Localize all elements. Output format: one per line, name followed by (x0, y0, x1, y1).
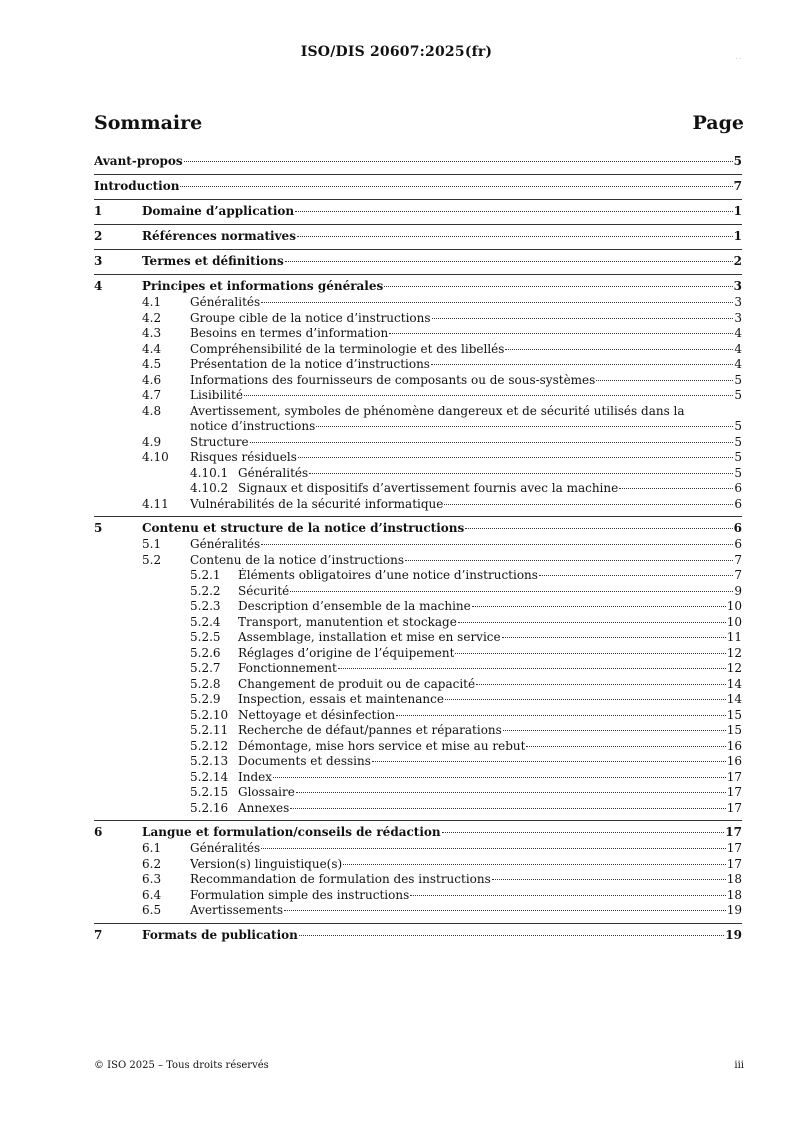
toc-group-section-7 (94, 923, 742, 948)
toc-leader-dots (290, 591, 733, 592)
toc-entry-5-2-5[interactable] (94, 630, 742, 646)
page-number: iii (734, 1060, 744, 1071)
table-of-contents (94, 150, 742, 948)
toc-entry-title: Langue et formulation/conseils de rédaction (142, 825, 441, 839)
toc-entry-5-1[interactable] (94, 537, 742, 553)
toc-leader-dots (338, 668, 726, 669)
toc-entry-6-4[interactable] (94, 888, 742, 904)
toc-leader-dots (476, 684, 726, 685)
toc-entry-title: Fonctionnement (238, 661, 337, 675)
toc-entry-4-4[interactable] (94, 342, 742, 358)
toc-entry-page: 17 (726, 841, 742, 855)
toc-entry-page: 16 (726, 738, 742, 753)
toc-entry-4-8-continued[interactable] (94, 419, 742, 435)
toc-entry-page: 3 (734, 295, 742, 309)
toc-entry-page: 15 (726, 707, 742, 722)
toc-entry-number: 4.10 (142, 450, 169, 464)
toc-entry-number: 4.7 (142, 388, 162, 402)
toc-group-introduction (94, 174, 742, 199)
toc-entry-title: Démontage, mise hors service et mise au rebut (238, 738, 526, 753)
toc-entry-number: 4.9 (142, 434, 162, 449)
toc-entry-page: 5 (734, 388, 742, 402)
toc-entry-4-3[interactable] (94, 326, 742, 342)
toc-entry-number: 5.2.7 (190, 661, 221, 675)
toc-group-avant-propos (94, 150, 742, 174)
toc-entry-number: 4.6 (142, 372, 162, 387)
toc-entry-number: 5.2.3 (190, 599, 221, 613)
toc-leader-dots (389, 333, 733, 334)
toc-entry-title: Besoins en termes d’information (190, 326, 389, 340)
toc-entry-5-2-1[interactable] (94, 568, 742, 584)
toc-entry-number: 7 (94, 927, 103, 942)
toc-entry-title: Termes et définitions (142, 254, 284, 268)
toc-leader-dots (297, 236, 733, 237)
toc-leader-dots (444, 504, 733, 505)
toc-page-label: Page (692, 112, 744, 134)
toc-entry-page: 3 (734, 310, 742, 325)
toc-entry-page: 10 (726, 614, 742, 629)
toc-leader-dots (619, 488, 733, 489)
toc-entry-page: 1 (733, 229, 742, 243)
toc-entry-page: 5 (734, 465, 742, 480)
toc-leader-dots (445, 699, 726, 700)
toc-leader-dots (492, 879, 726, 880)
toc-entry-title: Avertissement, symboles de phénomène dangereux et de sécurité utilisés dans la (190, 403, 685, 418)
toc-entry-page: 18 (726, 887, 742, 902)
toc-entry-section-4[interactable] (94, 278, 742, 295)
toc-entry-number: 4.2 (142, 310, 162, 325)
toc-leader-dots (505, 349, 733, 350)
toc-entry-5-2-13[interactable] (94, 754, 742, 770)
toc-leader-dots (472, 606, 726, 607)
toc-entry-number: 1 (94, 204, 103, 218)
toc-entry-page: 16 (726, 754, 742, 768)
toc-entry-title: Contenu de la notice d’instructions (190, 552, 404, 567)
copyright-notice: © ISO 2025 – Tous droits réservés (94, 1060, 269, 1071)
toc-group-section-2 (94, 224, 742, 249)
toc-entry-title: Informations des fournisseurs de composants ou de sous-systèmes (190, 372, 596, 387)
toc-leader-dots (410, 895, 725, 896)
toc-entry-title: Vulnérabilités de la sécurité informatique (190, 496, 444, 511)
toc-entry-number: 3 (94, 254, 103, 268)
toc-leader-dots (455, 653, 725, 654)
toc-title: Sommaire (94, 112, 203, 134)
toc-entry-5-2-3[interactable] (94, 599, 742, 615)
toc-entry-5-2-11[interactable] (94, 723, 742, 739)
toc-entry-number: 5.2.1 (190, 568, 221, 582)
toc-entry-page: 2 (733, 254, 742, 268)
toc-entry-5-2-6[interactable] (94, 646, 742, 662)
toc-entry-page: 19 (725, 927, 742, 942)
toc-entry-number: 6.4 (142, 887, 162, 902)
toc-entry-number: 5.2.9 (190, 692, 221, 706)
toc-leader-dots (502, 637, 726, 638)
toc-entry-page: 4 (734, 326, 742, 340)
toc-entry-5-2-10[interactable] (94, 708, 742, 724)
toc-entry-4-2[interactable] (94, 311, 742, 327)
toc-group-section-3 (94, 249, 742, 274)
toc-entry-page: 4 (734, 357, 742, 371)
toc-entry-number: 5.2.8 (190, 676, 221, 691)
toc-entry-5-2-9[interactable] (94, 692, 742, 708)
toc-entry-page: 17 (726, 769, 742, 784)
toc-entry-page: 12 (726, 661, 742, 675)
toc-entry-5-2-7[interactable] (94, 661, 742, 677)
toc-entry-page: 11 (726, 630, 742, 644)
toc-entry-5-2-16[interactable] (94, 801, 742, 817)
toc-entry-title: Glossaire (238, 785, 295, 799)
toc-entry-page: 17 (725, 825, 742, 839)
toc-entry-page: 5 (734, 434, 742, 449)
toc-entry-number: 5.2.11 (190, 723, 229, 737)
toc-entry-5-2-12[interactable] (94, 739, 742, 755)
toc-entry-page: 6 (733, 521, 742, 535)
toc-group-section-5 (94, 516, 742, 820)
toc-entry-page: 3 (733, 279, 742, 293)
toc-entry-page: 10 (726, 599, 742, 613)
toc-entry-title: Documents et dessins (238, 754, 371, 768)
toc-entry-number: 4.5 (142, 357, 162, 371)
toc-entry-title: Introduction (94, 179, 180, 193)
toc-entry-introduction[interactable] (94, 178, 742, 195)
toc-leader-dots (442, 832, 725, 833)
toc-entry-number: 4 (94, 279, 103, 293)
toc-entry-page: 5 (734, 372, 742, 387)
toc-group-section-4 (94, 274, 742, 516)
toc-entry-number: 6.5 (142, 903, 162, 917)
toc-leader-dots (309, 473, 733, 474)
toc-leader-dots (284, 910, 726, 911)
toc-entry-title: Changement de produit ou de capacité (238, 676, 476, 691)
toc-entry-5-2-15[interactable] (94, 785, 742, 801)
toc-entry-4-10-2[interactable] (94, 481, 742, 497)
toc-leader-dots (596, 380, 733, 381)
toc-entry-number: 5.2.14 (190, 769, 229, 784)
toc-entry-number: 4.8 (142, 403, 162, 418)
toc-entry-section-6[interactable] (94, 824, 742, 841)
toc-entry-number: 5.1 (142, 537, 162, 551)
toc-entry-title-continued: notice d’instructions (190, 419, 316, 433)
toc-entry-number: 4.11 (142, 496, 169, 511)
toc-entry-page: 5 (734, 419, 742, 433)
toc-entry-6-1[interactable] (94, 841, 742, 857)
toc-entry-number: 5.2.5 (190, 630, 221, 644)
page-footer (94, 1060, 744, 1071)
toc-leader-dots (184, 161, 733, 162)
toc-entry-page: 12 (726, 645, 742, 660)
toc-entry-avant-propos[interactable] (94, 153, 742, 170)
toc-leader-dots (285, 261, 733, 262)
toc-entry-number: 4.3 (142, 326, 162, 340)
toc-entry-title: Risques résiduels (190, 450, 297, 464)
toc-entry-title: Inspection, essais et maintenance (238, 692, 444, 706)
toc-entry-section-1[interactable] (94, 203, 742, 220)
toc-leader-dots (405, 560, 733, 561)
toc-entry-title: Généralités (190, 295, 261, 309)
toc-leader-dots (298, 457, 734, 458)
toc-entry-section-3[interactable] (94, 253, 742, 270)
toc-entry-title: Domaine d’application (142, 204, 295, 218)
toc-entry-title: Avertissements (190, 903, 284, 917)
toc-entry-4-11[interactable] (94, 497, 742, 513)
toc-entry-4-7[interactable] (94, 388, 742, 404)
toc-leader-dots (458, 622, 726, 623)
toc-leader-dots (244, 395, 733, 396)
toc-entry-title: Généralités (190, 537, 261, 551)
corner-mark: · · (735, 56, 741, 63)
toc-entry-6-3[interactable] (94, 872, 742, 888)
toc-entry-number: 5.2.10 (190, 707, 229, 722)
toc-entry-page: 17 (726, 856, 742, 871)
toc-heading (94, 112, 744, 134)
toc-entry-page: 7 (734, 568, 742, 582)
toc-entry-6-2[interactable] (94, 857, 742, 873)
toc-entry-title: Recommandation de formulation des instructions (190, 872, 491, 886)
toc-leader-dots (343, 864, 726, 865)
toc-entry-title: Transport, manutention et stockage (238, 614, 457, 629)
toc-entry-page: 17 (726, 800, 742, 815)
toc-entry-title: Généralités (238, 465, 309, 480)
toc-entry-5-2-14[interactable] (94, 770, 742, 786)
toc-entry-title: Avant-propos (94, 154, 183, 168)
toc-entry-title: Index (238, 769, 273, 784)
toc-leader-dots (465, 528, 732, 529)
toc-leader-dots (261, 544, 733, 545)
toc-entry-title: Description d’ensemble de la machine (238, 599, 471, 613)
toc-entry-title: Signaux et dispositifs d’avertissement fournis avec la machine (238, 481, 619, 495)
toc-entry-page: 7 (733, 179, 742, 193)
toc-entry-4-9[interactable] (94, 435, 742, 451)
toc-leader-dots (296, 792, 726, 793)
toc-entry-5-2-2[interactable] (94, 584, 742, 600)
toc-entry-title: Compréhensibilité de la terminologie et des libellés (190, 341, 505, 356)
toc-entry-number: 6.1 (142, 841, 162, 855)
toc-entry-page: 1 (733, 204, 742, 218)
toc-entry-title: Références normatives (142, 229, 296, 243)
toc-entry-5-2-8[interactable] (94, 677, 742, 693)
toc-entry-title: Réglages d’origine de l’équipement (238, 645, 455, 660)
toc-entry-title: Nettoyage et désinfection (238, 707, 396, 722)
toc-entry-page: 5 (733, 154, 742, 168)
toc-entry-page: 6 (734, 537, 742, 551)
toc-entry-title: Groupe cible de la notice d’instructions (190, 310, 431, 325)
toc-leader-dots (295, 211, 733, 212)
toc-entry-page: 17 (726, 785, 742, 799)
toc-group-section-6 (94, 820, 742, 923)
toc-entry-number: 6.2 (142, 856, 162, 871)
toc-entry-title: Présentation de la notice d’instructions (190, 357, 430, 371)
toc-leader-dots (432, 318, 734, 319)
toc-entry-number: 5.2.15 (190, 785, 229, 799)
toc-group-section-1 (94, 199, 742, 224)
toc-entry-page: 18 (726, 872, 742, 886)
toc-leader-dots (431, 364, 733, 365)
toc-leader-dots (290, 808, 725, 809)
toc-entry-page: 14 (726, 692, 742, 706)
toc-leader-dots (316, 426, 733, 427)
toc-leader-dots (261, 848, 726, 849)
toc-leader-dots (503, 730, 726, 731)
toc-entry-number: 5.2.6 (190, 645, 221, 660)
document-header: ISO/DIS 20607:2025(fr) (300, 44, 493, 60)
toc-leader-dots (180, 186, 732, 187)
toc-entry-page: 6 (734, 481, 742, 495)
toc-entry-number: 6.3 (142, 872, 162, 886)
toc-leader-dots (261, 302, 733, 303)
toc-entry-number: 4.1 (142, 295, 162, 309)
toc-entry-page: 4 (734, 341, 742, 356)
toc-entry-title: Principes et informations générales (142, 279, 384, 293)
toc-entry-title: Sécurité (238, 583, 290, 598)
toc-entry-number: 6 (94, 825, 103, 839)
toc-leader-dots (526, 746, 725, 747)
toc-entry-page: 15 (726, 723, 742, 737)
toc-entry-4-10[interactable] (94, 450, 742, 466)
toc-leader-dots (384, 286, 732, 287)
toc-entry-title: Version(s) linguistique(s) (190, 856, 343, 871)
toc-entry-5-2-4[interactable] (94, 615, 742, 631)
toc-leader-dots (299, 935, 724, 936)
toc-entry-title: Structure (190, 434, 249, 449)
toc-entry-page: 19 (726, 903, 742, 917)
toc-leader-dots (396, 715, 726, 716)
toc-entry-section-5[interactable] (94, 520, 742, 537)
toc-entry-title: Formulation simple des instructions (190, 887, 410, 902)
toc-entry-number: 5.2.13 (190, 754, 229, 768)
toc-entry-number: 5.2.12 (190, 738, 229, 753)
toc-entry-number: 5.2.2 (190, 583, 221, 598)
toc-leader-dots (539, 575, 733, 576)
toc-entry-title: Généralités (190, 841, 261, 855)
toc-entry-4-8[interactable] (94, 404, 742, 420)
toc-entry-title: Annexes (238, 800, 290, 815)
toc-leader-dots (273, 777, 726, 778)
toc-entry-6-5[interactable] (94, 903, 742, 919)
toc-entry-4-1[interactable] (94, 295, 742, 311)
toc-entry-section-7[interactable] (94, 927, 742, 944)
toc-entry-number: 4.10.2 (190, 481, 229, 495)
toc-leader-dots (250, 442, 734, 443)
toc-entry-page: 9 (734, 583, 742, 598)
toc-entry-title: Éléments obligatoires d’une notice d’instructions (238, 568, 538, 582)
toc-entry-number: 5 (94, 521, 103, 535)
toc-entry-4-6[interactable] (94, 373, 742, 389)
toc-entry-title: Lisibilité (190, 388, 243, 402)
toc-entry-page: 14 (726, 676, 742, 691)
toc-entry-number: 5.2.4 (190, 614, 221, 629)
toc-entry-number: 2 (94, 229, 103, 243)
toc-entry-number: 4.4 (142, 341, 162, 356)
toc-entry-number: 4.10.1 (190, 465, 229, 480)
toc-entry-number: 5.2 (142, 552, 162, 567)
toc-entry-page: 7 (734, 552, 742, 567)
toc-leader-dots (372, 761, 726, 762)
toc-entry-4-5[interactable] (94, 357, 742, 373)
toc-entry-title: Assemblage, installation et mise en service (238, 630, 501, 644)
toc-entry-5-2[interactable] (94, 553, 742, 569)
toc-entry-page: 6 (734, 496, 742, 511)
toc-entry-4-10-1[interactable] (94, 466, 742, 482)
toc-entry-title: Contenu et structure de la notice d’instructions (142, 521, 465, 535)
toc-entry-page: 5 (734, 450, 742, 464)
toc-entry-title: Formats de publication (142, 927, 298, 942)
toc-entry-section-2[interactable] (94, 228, 742, 245)
toc-entry-number: 5.2.16 (190, 800, 229, 815)
toc-entry-title: Recherche de défaut/pannes et réparations (238, 723, 502, 737)
